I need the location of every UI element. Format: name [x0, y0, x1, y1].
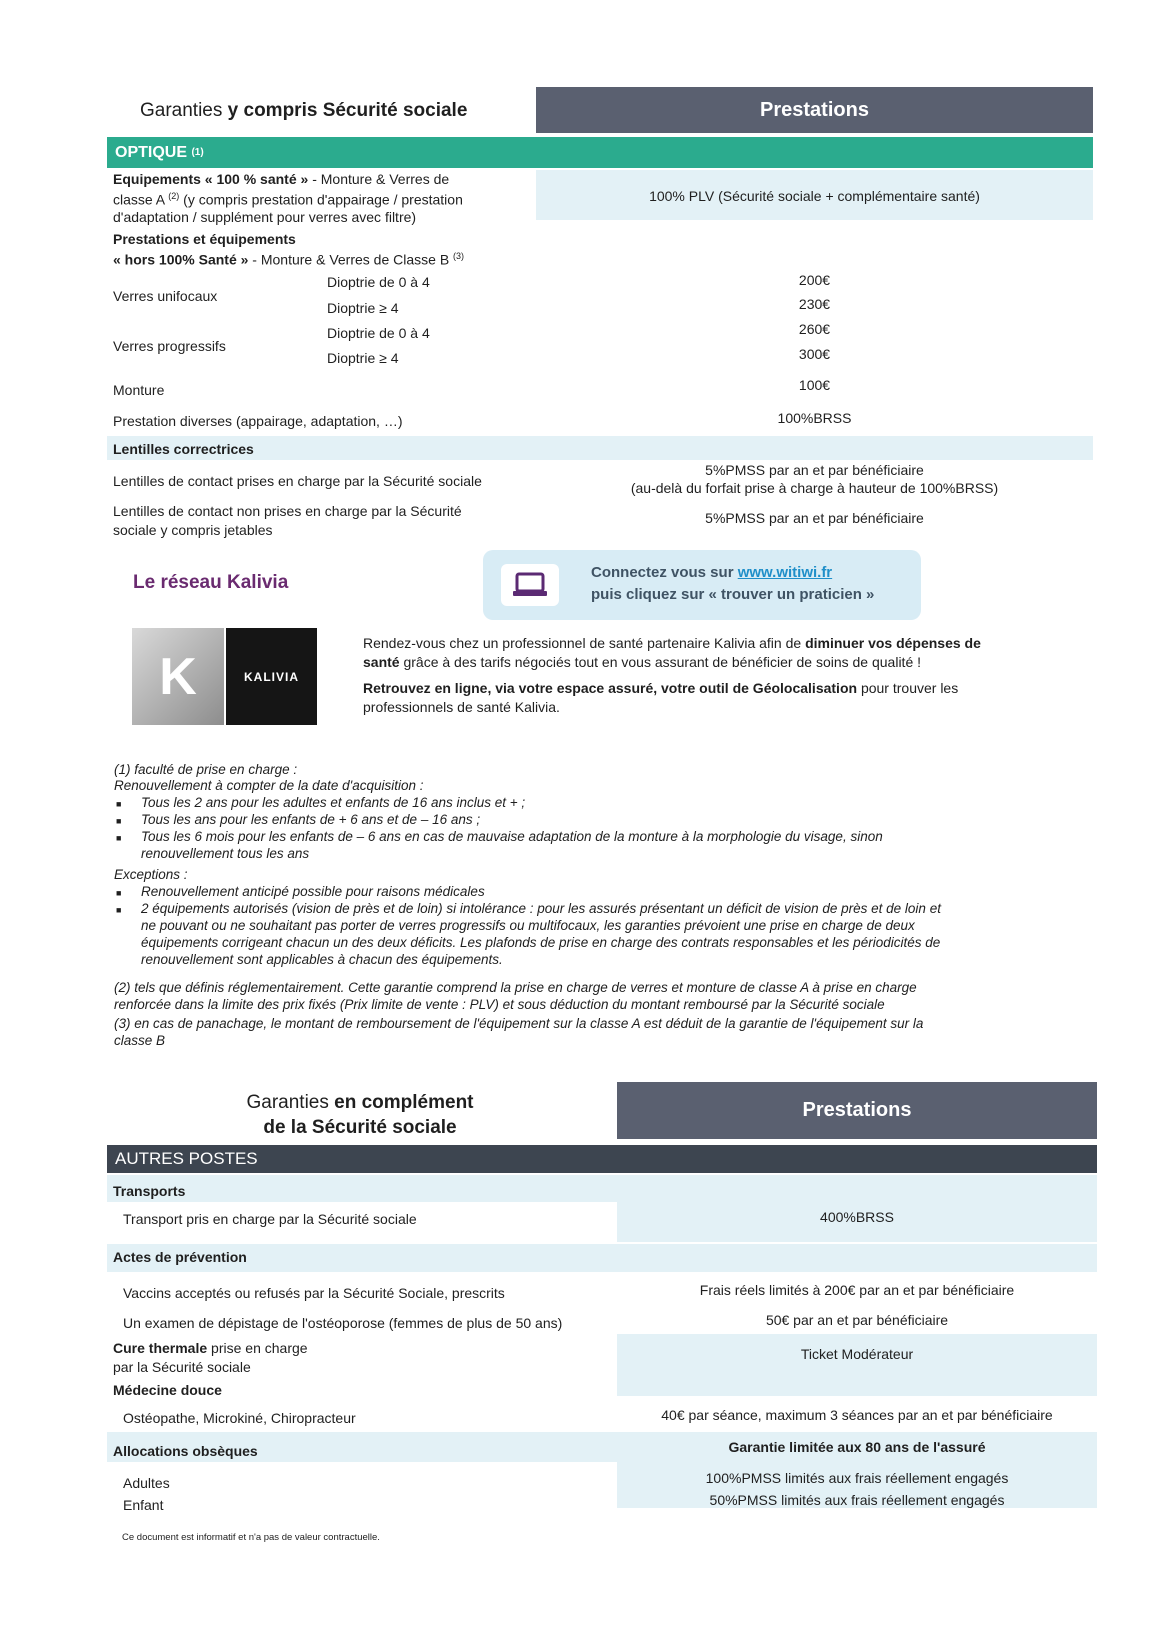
- kalivia-paragraph2: [363, 679, 1063, 717]
- bullet-icon: ■: [116, 833, 122, 843]
- enfant-value: 50%PMSS limités aux frais réellement engagés: [709, 1492, 1005, 1508]
- witiwi-link[interactable]: www.witiwi.fr: [737, 564, 833, 581]
- note-1: (1) faculté de prise en charge :: [114, 762, 298, 777]
- hors100-bold: « hors 100% Santé »: [113, 251, 249, 268]
- hors100-label: [113, 231, 543, 269]
- kalivia-logo: [132, 628, 317, 725]
- kalivia-p2-b: pour trouver les: [857, 680, 959, 696]
- eq100-line2-b: (y compris prestation d'appairage / prestation: [179, 191, 463, 208]
- osteo-value: 50€ par an et par bénéficiaire: [765, 1312, 949, 1328]
- note-renouvellement: Renouvellement à compter de la date d'acquisition :: [114, 778, 424, 793]
- witiwi-line2: puis cliquez sur « trouver un praticien »: [591, 586, 875, 603]
- note-3-l1: (3) en cas de panachage, le montant de remboursement de l'équipement sur la classe A est déduit de la garantie de l'équipement sur la: [114, 1016, 924, 1031]
- note-2-l1: (2) tels que définis réglementairement. Cette garantie comprend la prise en charge de verres et monture de classe A à prise en charge: [114, 980, 917, 995]
- lentilles-row2-l2: sociale y compris jetables: [113, 522, 273, 538]
- cure-rest: prise en charge: [207, 1340, 308, 1356]
- medecine-label: Ostéopathe, Microkiné, Chiropracteur: [123, 1410, 356, 1426]
- cure-value-shade: [617, 1334, 1097, 1396]
- section1-prestations-label: Prestations: [760, 98, 869, 121]
- monture-label: Monture: [113, 382, 165, 398]
- prestation-diverses-label: Prestation diverses (appairage, adaptation, …): [113, 413, 403, 429]
- progressifs-v2: 300€: [798, 346, 831, 362]
- hors100-sup: (3): [453, 251, 465, 261]
- note-exceptions: Exceptions :: [114, 867, 188, 882]
- note-2-l2: renforcée dans la limite des prix fixés (Prix limite de vente : PLV) et sous déduction du montant remboursé par la Sécurité sociale: [114, 997, 885, 1012]
- eq100-bold: Equipements « 100 % santé »: [113, 171, 309, 187]
- section1-title-bold: y compris Sécurité sociale: [227, 100, 468, 121]
- kalivia-logo-text: KALIVIA: [244, 669, 299, 684]
- transports-heading: Transports: [113, 1183, 186, 1199]
- kalivia-p2-a: Retrouvez en ligne, via votre espace assuré, votre outil de Géolocalisation: [363, 680, 858, 696]
- autres-postes-band: [107, 1145, 1097, 1173]
- section1-title-pre: Garanties: [140, 100, 228, 121]
- enfant-label: Enfant: [123, 1497, 164, 1513]
- section2-title-pre: Garanties: [246, 1092, 335, 1113]
- note-exception-2-l4: renouvellement sont applicables à chacun des équipements.: [141, 952, 503, 967]
- eq100-sup: (2): [168, 191, 180, 201]
- note-bullet-1: Tous les 2 ans pour les adultes et enfants de 16 ans inclus et + ;: [141, 795, 526, 810]
- transports-heading-shade: [107, 1175, 1097, 1202]
- unifocaux-d1: Dioptrie de 0 à 4: [327, 274, 430, 290]
- eq100-label: [113, 171, 543, 226]
- optique-band-sup: (1): [191, 147, 204, 158]
- cure-bold: Cure thermale: [113, 1340, 208, 1356]
- bullet-icon: ■: [116, 799, 122, 809]
- section1-prestations-header: [536, 87, 1093, 133]
- hors100-line1: Prestations et équipements: [113, 231, 296, 247]
- section2-prestations-header: [617, 1082, 1097, 1139]
- bullet-icon: ■: [116, 816, 122, 826]
- kalivia-p2-c: professionnels de santé Kalivia.: [363, 699, 560, 715]
- eq100-line2-a: classe A: [113, 191, 169, 208]
- laptop-icon: [501, 564, 559, 606]
- lentilles-row1-v2: (au-delà du forfait prise à charge à hauteur de 100%BRSS): [630, 480, 999, 496]
- adultes-value: 100%PMSS limités aux frais réellement engagés: [705, 1470, 1009, 1486]
- transports-value: 400%BRSS: [820, 1209, 894, 1225]
- note-exception-1: Renouvellement anticipé possible pour raisons médicales: [141, 884, 485, 899]
- osteo-label: Un examen de dépistage de l'ostéoporose (femmes de plus de 50 ans): [123, 1315, 563, 1331]
- note-bullet-3-l1: Tous les 6 mois pour les enfants de – 6 ans en cas de mauvaise adaptation de la monture à la morphologie du visage, sinon: [141, 829, 883, 844]
- lentilles-shade: [107, 436, 1093, 460]
- kalivia-logo-k-block: [132, 628, 224, 725]
- cure-line2: par la Sécurité sociale: [113, 1359, 251, 1375]
- kalivia-p1-b: diminuer vos dépenses de: [805, 635, 981, 651]
- kalivia-p1-a: Rendez-vous chez un professionnel de santé partenaire Kalivia afin de: [363, 635, 806, 651]
- obseques-heading: Allocations obsèques: [113, 1443, 258, 1459]
- section2-prestations-label: Prestations: [802, 1099, 912, 1121]
- eq100-line3: d'adaptation / supplément pour verres avec filtre): [113, 208, 417, 225]
- adultes-label: Adultes: [123, 1475, 170, 1491]
- unifocaux-v2: 230€: [798, 296, 831, 312]
- cure-label: [113, 1340, 308, 1376]
- unifocaux-d2: Dioptrie ≥ 4: [327, 300, 399, 316]
- vaccins-label: Vaccins acceptés ou refusés par la Sécurité Sociale, prescrits: [123, 1285, 505, 1301]
- kalivia-title: Le réseau Kalivia: [133, 572, 289, 593]
- witiwi-pre: Connectez vous sur: [591, 564, 738, 581]
- section2-title-l2: de la Sécurité sociale: [263, 1117, 457, 1138]
- progressifs-label: Verres progressifs: [113, 338, 226, 354]
- unifocaux-label: Verres unifocaux: [113, 288, 218, 304]
- optique-band-label: OPTIQUE: [115, 143, 188, 161]
- unifocaux-v1: 200€: [798, 272, 831, 288]
- kalivia-logo-text-block: [226, 628, 317, 725]
- lentilles-row2-l1: Lentilles de contact non prises en charge par la Sécurité: [113, 503, 462, 519]
- monture-value: 100€: [798, 377, 831, 393]
- footer-disclaimer: Ce document est informatif et n'a pas de valeur contractuelle.: [122, 1532, 380, 1543]
- transports-label: Transport pris en charge par la Sécurité sociale: [123, 1211, 417, 1227]
- note-exception-2-l1: 2 équipements autorisés (vision de près et de loin) si intolérance : pour les assurés présentant un déficit de vision de près et de loin et: [141, 901, 941, 916]
- hors100-rest: - Monture & Verres de Classe B: [248, 251, 454, 268]
- prevention-heading-shade: [107, 1244, 1097, 1272]
- section2-title-bold: en complément: [334, 1092, 474, 1113]
- kalivia-logo-k: K: [159, 647, 197, 706]
- autres-postes-label: AUTRES POSTES: [115, 1149, 258, 1168]
- eq100-line1-rest: - Monture & Verres de: [308, 171, 450, 187]
- note-bullet-2: Tous les ans pour les enfants de + 6 ans et de – 16 ans ;: [141, 812, 481, 827]
- lentilles-row1-v1: 5%PMSS par an et par bénéficiaire: [705, 462, 924, 478]
- lentilles-row1-label: Lentilles de contact prises en charge par la Sécurité sociale: [113, 473, 482, 489]
- lentilles-row2-value: 5%PMSS par an et par bénéficiaire: [705, 510, 924, 526]
- note-exception-2-l3: équipements corrigeant chacun un des deux déficits. Les plafonds de prise en charge des contrats responsables et les périodicités de: [141, 935, 941, 950]
- witiwi-line1: [591, 564, 832, 581]
- note-exception-2-l2: ne pouvant ou ne souhaitant pas porter de verres progressifs ou multifocaux, les garanties prévoient une prise en charge de deux: [141, 918, 915, 933]
- prevention-heading: Actes de prévention: [113, 1249, 247, 1265]
- optique-band: [107, 137, 1093, 168]
- bullet-icon: ■: [116, 905, 122, 915]
- progressifs-d1: Dioptrie de 0 à 4: [327, 325, 430, 341]
- obseques-value: Garantie limitée aux 80 ans de l'assuré: [728, 1439, 986, 1455]
- kalivia-paragraph1: [363, 634, 1063, 672]
- bullet-icon: ■: [116, 888, 122, 898]
- note-bullet-3-l2: renouvellement tous les ans: [141, 846, 310, 861]
- kalivia-p1-d: grâce à des tarifs négociés tout en vous assurant de bénéficier de soins de qualité !: [399, 654, 922, 670]
- medecine-value: 40€ par séance, maximum 3 séances par an et par bénéficiaire: [661, 1407, 1053, 1423]
- progressifs-v1: 260€: [798, 321, 831, 337]
- section1-title: [140, 100, 467, 122]
- lentilles-heading: Lentilles correctrices: [113, 441, 254, 457]
- vaccins-value: Frais réels limités à 200€ par an et par bénéficiaire: [699, 1282, 1015, 1298]
- section2-title: [220, 1090, 500, 1140]
- witiwi-box: [483, 550, 921, 620]
- lentilles-row2-label: [113, 503, 462, 539]
- cure-value: Ticket Modérateur: [800, 1346, 914, 1362]
- note-3-l2: classe B: [114, 1033, 166, 1048]
- medecine-heading: Médecine douce: [113, 1382, 222, 1398]
- progressifs-d2: Dioptrie ≥ 4: [327, 350, 399, 366]
- kalivia-p1-c: santé: [363, 654, 400, 670]
- eq100-value: 100% PLV (Sécurité sociale + complémentaire santé): [649, 188, 980, 204]
- prestation-diverses-value: 100%BRSS: [777, 410, 852, 426]
